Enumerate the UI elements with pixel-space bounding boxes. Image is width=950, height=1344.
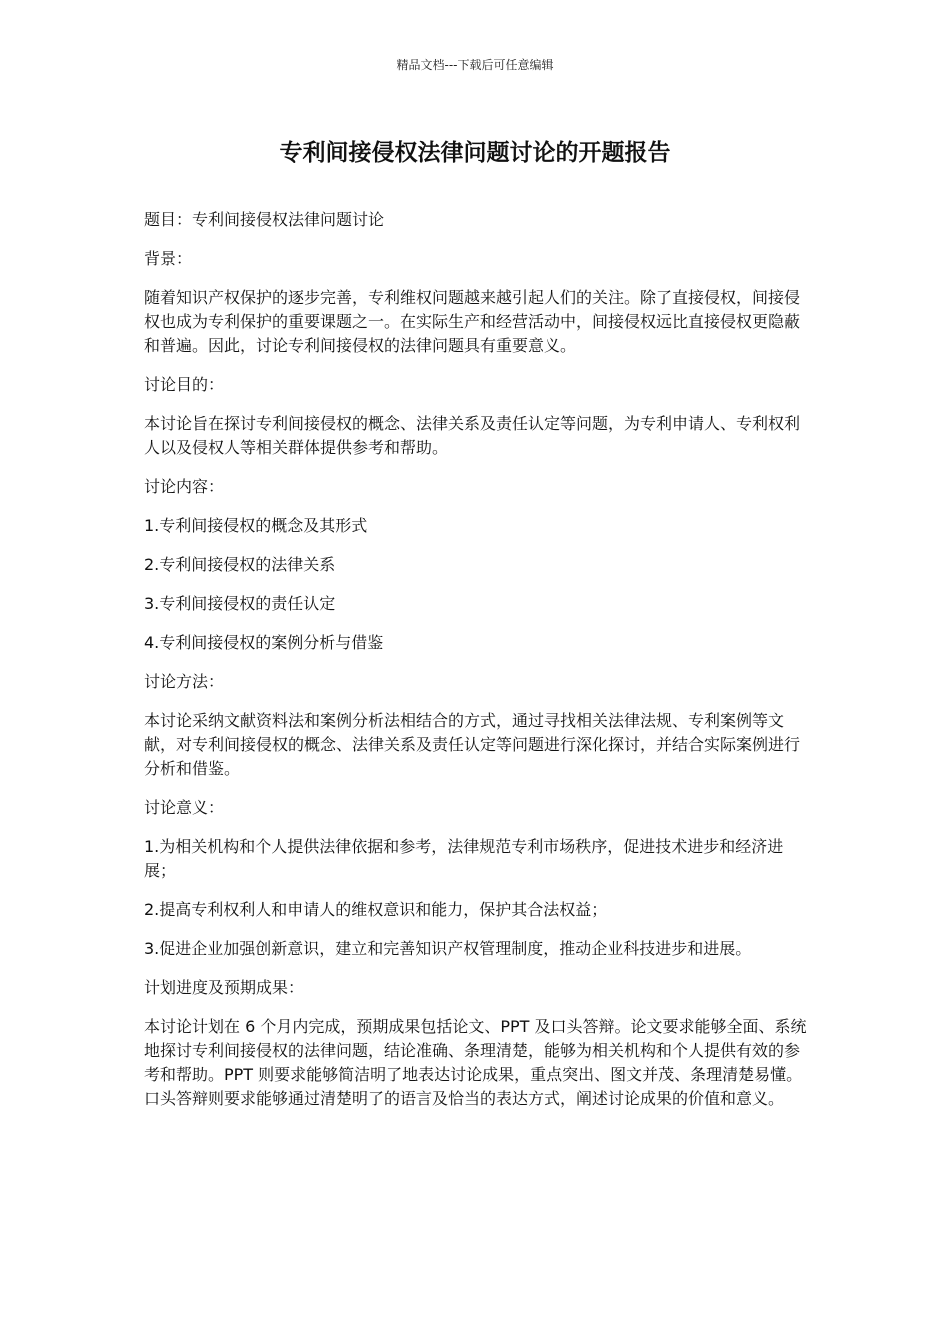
plan-paragraph: 本讨论计划在 6 个月内完成，预期成果包括论文、PPT 及口头答辩。论文要求能够全面、系统地探讨专利间接侵权的法律问题，结论准确、条理清楚，能够为相关机构和个人提供有效的参考和帮助。PPT 则要求能够简洁明了地表达讨论成果，重点突出、图文并茂、条理清楚易懂。口头答辩则要求能够通过清楚明了的语言及恰当的表达方式，阐述讨论成果的价值和意义。	[144, 1017, 807, 1108]
section-heading-plan: 计划进度及预期成果：	[144, 978, 305, 997]
section-heading-method: 讨论方法：	[144, 672, 225, 691]
content-item-4: 4.专利间接侵权的案例分析与借鉴	[144, 633, 384, 652]
significance-item-2: 2.提高专利权利人和申请人的维权意识和能力，保护其合法权益；	[144, 900, 608, 919]
content-item-2: 2.专利间接侵权的法律关系	[144, 555, 336, 574]
purpose-paragraph: 本讨论旨在探讨专利间接侵权的概念、法律关系及责任认定等问题，为专利申请人、专利权利人以及侵权人等相关群体提供参考和帮助。	[144, 414, 801, 457]
method-paragraph: 本讨论采纳文献资料法和案例分析法相结合的方式，通过寻找相关法律法规、专利案例等文献，对专利间接侵权的概念、法律关系及责任认定等问题进行深化探讨，并结合实际案例进行分析和借鉴。	[144, 711, 801, 778]
document-title: 专利间接侵权法律问题讨论的开题报告	[279, 140, 671, 166]
background-paragraph: 随着知识产权保护的逐步完善，专利维权问题越来越引起人们的关注。除了直接侵权，间接侵权也成为专利保护的重要课题之一。在实际生产和经营活动中，间接侵权远比直接侵权更隐蔽和普遍。因此，讨论专利间接侵权的法律问题具有重要意义。	[144, 288, 801, 355]
significance-item-3: 3.促进企业加强创新意识，建立和完善知识产权管理制度，推动企业科技进步和进展。	[144, 939, 752, 958]
page-header: 精品文档---下载后可任意编辑	[396, 58, 554, 72]
significance-item-1: 1.为相关机构和个人提供法律依据和参考，法律规范专利市场秩序，促进技术进步和经济进展；	[144, 837, 784, 880]
document-body	[144, 208, 809, 1126]
section-heading-content: 讨论内容：	[144, 477, 225, 496]
content-item-1: 1.专利间接侵权的概念及其形式	[144, 516, 368, 535]
section-heading-purpose: 讨论目的：	[144, 375, 225, 394]
section-heading-background: 背景：	[144, 249, 193, 268]
section-heading-significance: 讨论意义：	[144, 798, 225, 817]
content-item-3: 3.专利间接侵权的责任认定	[144, 594, 336, 613]
topic-line: 题目：专利间接侵权法律问题讨论	[144, 210, 385, 229]
